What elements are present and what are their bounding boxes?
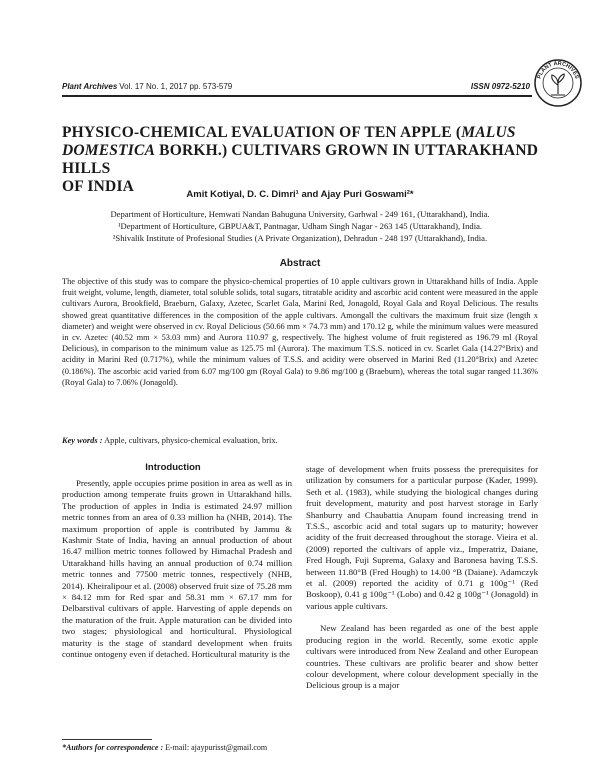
introduction-heading: Introduction: [145, 462, 201, 473]
issn: ISSN 0972-5210: [470, 82, 530, 91]
footnote-email: E-mail: ajaypurisst@gmail.com: [163, 743, 268, 752]
title-italic: DOMESTICA: [62, 142, 156, 159]
header-rule: [62, 95, 532, 97]
paragraph: Presently, apple occupies prime position in area as well as in production among temperate fruits grown in Uttarakhand hills. The production of apples in India is estimated 24.97 million metric tonnes from an area of 0.33 million ha (NHB, 2014). The maximum proportion of apple is contributed by Jammu & Kashmir State of India, having an annual production of about 16.47 million metric tonnes followed by Himachal Pradesh and Uttarakhand hills having an annual production of 0.74 million metric tonnes and 77500 metric tonnes, respectively (NHB, 2014). Kheiralipour et al. (2008) observed fruit size of 75.28 mm × 84.12 mm for Red spar and 58.31 mm × 67.17 mm for Delbarstival cultivars of apple. Harvesting of apple depends on the maturation of the fruit. Apple maturation can be divided into two stages; physiological and horticultural. Physiological maturity is the stage of standard development when fruits continue ontogeny even if detached. Horticultural maturity is the: [62, 478, 292, 660]
running-header: [62, 80, 532, 96]
affiliation: ¹Department of Horticulture, GBPUA&T, Pantnagar, Udham Singh Nagar - 263 145 (Uttarakhand), India.: [117, 221, 483, 231]
right-column: [306, 464, 538, 692]
paper-title: [62, 124, 542, 196]
affiliation: Department of Horticulture, Hemwati Nandan Bahuguna University, Garhwal - 249 161, (Uttarakhand), India.: [110, 209, 490, 219]
journal-citation: [62, 82, 232, 91]
journal-logo-icon: [533, 58, 583, 108]
title-part: OF INDIA: [62, 178, 135, 195]
abstract-text: The objective of this study was to compare the physico-chemical properties of 10 apple cultivars grown in Uttarakhand hills of India. Apple fruit weight, volume, length, diameter, total soluble solids, total sugars, titratable acidity and ascorbic acid content were measured in the apple cultivars Aurora, Brookfield, Braeburn, Galaxy, Azetec, Scarlet Gala, Marini Red, Jonagold, Royal Gala and Royal Delicious. The results showed great quantitative differences in the composition of the apple cultivars. Amongall the cultivars the maximum fruit size (length x diameter) and weight were observed in cv. Royal Delicious (50.66 mm × 74.73 mm) and 170.12 g, while the minimum values were measured in cv. Azetec (40.52 mm × 53.03 mm) and Aurora 110.97 g, respectively. The highest volume of fruit registered as 196.79 ml (Royal Delicious), in comparison to the minimum value as 125.75 ml (Aurora). The maximum T.S.S. noticed in cv. Scarlet Gala (14.27°Brix) and acidity in Marini Red (0.717%), while the minimum values of T.S.S. and acidity were observed in Marini Red (11.20°Brix) and Azetec (0.186%). The ascorbic acid varied from 6.07 mg/100 gm (Royal Gala) to 9.86 mg/100 g (Braeburn), whereas the total sugar ranged 11.36% (Royal Gala) to 7.06% (Jonagold).: [62, 277, 538, 387]
journal-name: Plant Archives: [62, 82, 118, 91]
left-column: [62, 478, 292, 661]
svg-text:PLANT ARCHIVES: PLANT ARCHIVES: [536, 60, 580, 80]
title-part: PHYSICO-CHEMICAL EVALUATION OF TEN APPLE (: [62, 124, 462, 141]
paragraph: New Zealand has been regarded as one of the best apple producing region in the world. Recently, some exotic apple cultivars were introduced from New Zealand and other European countries. These cultivars are prolific bearer and show better colour development, where colour development specially in the Delicious group is a major: [306, 623, 538, 691]
footnote-label: *Authors for correspondence :: [62, 743, 164, 752]
affiliation: ²Shivalik Institute of Profesional Studies (A Private Organization), Dehradun - 248 197 (Uttarakhand), India.: [112, 233, 488, 243]
abstract-heading: Abstract: [279, 258, 321, 269]
author-list: Amit Kotiyal, D. C. Dimri¹ and Ajay Puri Goswami²*: [186, 189, 414, 200]
correspondence-footnote: [62, 743, 267, 752]
volume-info: Vol. 17 No. 1, 2017 pp. 573-579: [119, 82, 233, 91]
paragraph: stage of development when fruits possess the prerequisites for utilization by consumers for a particular purpose (Kader, 1999). Seth et al. (1983), while studying the biological changes during fruit development, maturity and post harvest storage in Early Shanburry and Chaubattia Anupam found increasing trend in T.S.S., ascorbic acid and total sugars up to maturity; however acidity of the fruit decreased throughout the storage. Vieira et al. (2009) reported the cultivars of apple viz., Imperatriz, Daiane, Fred Hough, Fuji Suprema, Galaxy and Baronesa having T.S.S. between 11.80°B (Fred Hough) to 14.00 °B (Daiane). Adamczyk et al. (2009) reported the acidity of 0.71 g 100g⁻¹ (Red Boskoop), 0.41 g 100g⁻¹ (Lobo) and 0.42 g 100g⁻¹ (Jonagold) in various apple cultivars.: [306, 464, 538, 611]
footnote-rule: [62, 739, 152, 740]
keywords-text: Apple, cultivars, physico-chemical evaluation, brix.: [102, 436, 278, 445]
title-part: BORKH.) CULTIVARS GROWN IN UTTARAKHAND HILLS: [62, 142, 539, 177]
keywords: [62, 436, 538, 445]
title-italic: MALUS: [461, 124, 516, 141]
keywords-label: Key words :: [62, 436, 103, 445]
